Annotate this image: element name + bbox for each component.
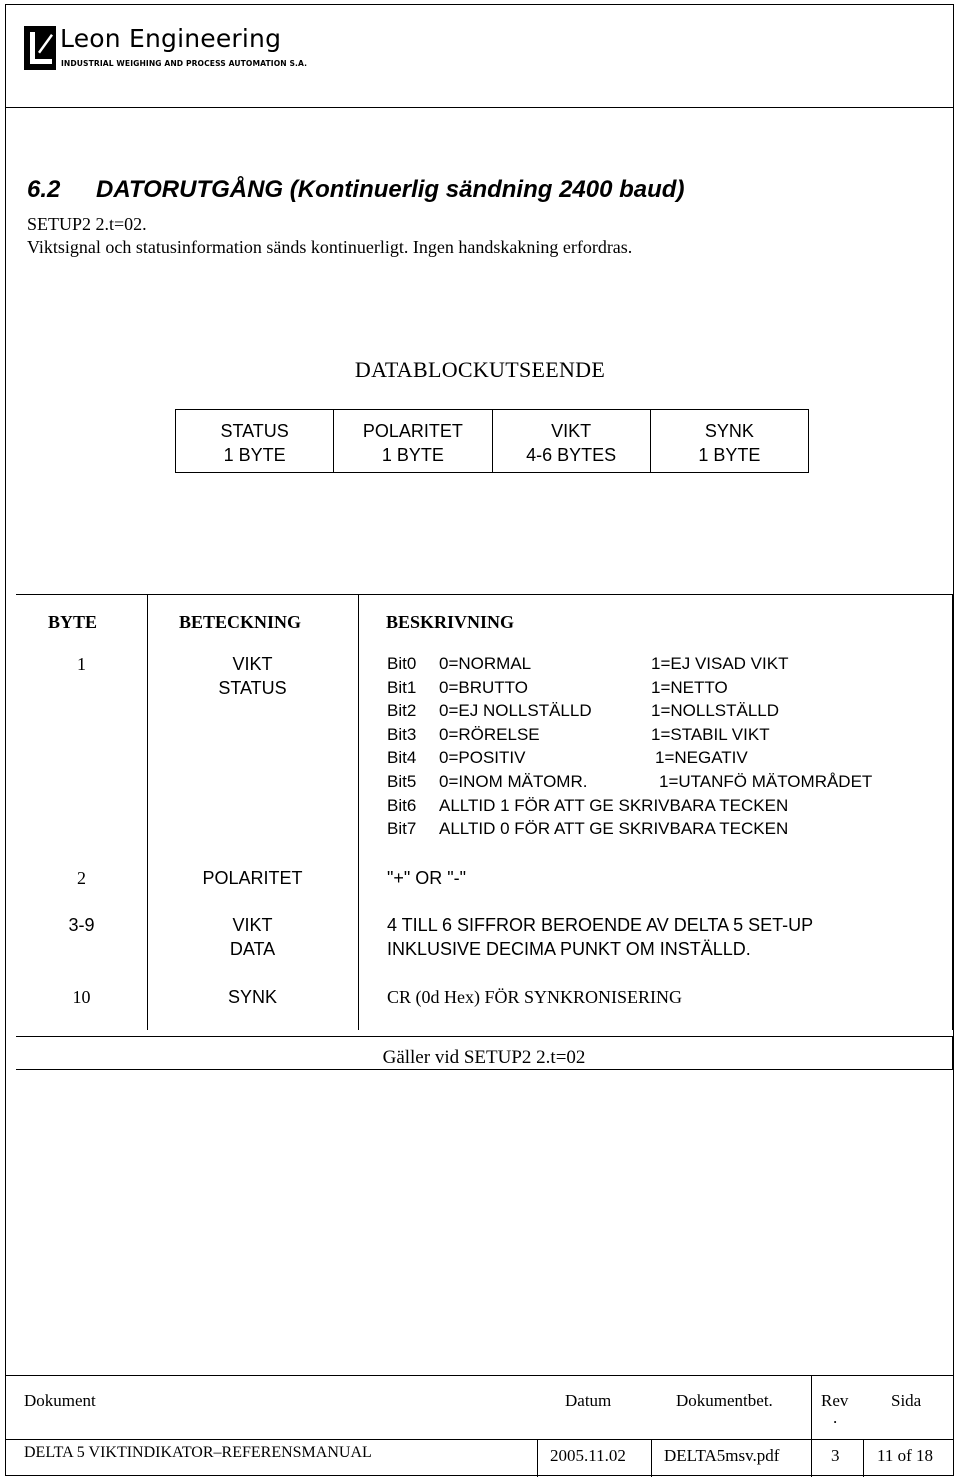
datablock-cell-size: 4-6 BYTES bbox=[526, 445, 617, 465]
footer-label-rev-dot: . bbox=[833, 1408, 838, 1427]
section-number: 6.2 bbox=[27, 176, 61, 203]
status-bit-row bbox=[387, 676, 728, 700]
byte-number: 10 bbox=[72, 987, 91, 1007]
footer-divider bbox=[651, 1439, 652, 1477]
status-bit-row bbox=[387, 699, 780, 723]
footer-document-title: DELTA 5 VIKTINDIKATOR–REFERENSMANUAL bbox=[24, 1444, 372, 1461]
status-bit-row bbox=[387, 652, 789, 676]
bit-one-meaning: 1=NETTO bbox=[651, 678, 728, 697]
status-bit-row bbox=[387, 770, 873, 794]
datablock-table bbox=[175, 409, 809, 473]
setup-line: SETUP2 2.t=02. bbox=[27, 214, 147, 234]
footer-doc-id: DELTA5msv.pdf bbox=[664, 1446, 780, 1465]
footer-label-date: Datum bbox=[565, 1391, 612, 1410]
status-bit-row bbox=[387, 723, 770, 747]
section-title: DATORUTGÅNG (Kontinuerlig sändning 2400 baud) bbox=[96, 176, 685, 203]
footer-label-page: Sida bbox=[891, 1391, 922, 1410]
datablock-cell-sync bbox=[651, 410, 808, 472]
datablock-cell-name: SYNK bbox=[704, 421, 754, 441]
footer-date: 2005.11.02 bbox=[550, 1446, 626, 1465]
bit-label: Bit2 bbox=[387, 701, 417, 720]
bit-one-meaning: 1=NEGATIV bbox=[655, 748, 748, 767]
bit-label: Bit4 bbox=[387, 748, 417, 767]
footer-label-document: Dokument bbox=[24, 1391, 96, 1410]
footer-divider bbox=[863, 1439, 864, 1477]
status-bit-row bbox=[387, 794, 789, 818]
datablock-cell-size: 1 BYTE bbox=[381, 445, 444, 465]
datablock-cell-name: POLARITET bbox=[362, 421, 463, 441]
bit-label: Bit3 bbox=[387, 725, 417, 744]
bit-one-meaning: 1=EJ VISAD VIKT bbox=[651, 654, 789, 673]
designation-line: VIKT bbox=[232, 654, 273, 674]
bit-label: Bit7 bbox=[387, 819, 417, 838]
description-line: "+" OR "-" bbox=[387, 868, 467, 888]
bit-one-meaning: 1=UTANFÖ MÄTOMRÅDET bbox=[659, 772, 873, 791]
company-logo bbox=[24, 24, 308, 74]
datablock-cell-name: VIKT bbox=[551, 421, 592, 441]
byte-description-table bbox=[16, 594, 953, 1030]
footer-page: 11 of 18 bbox=[877, 1446, 934, 1465]
footer-divider bbox=[811, 1376, 812, 1477]
table-divider bbox=[358, 595, 359, 1030]
footer-label-rev: Rev bbox=[821, 1391, 849, 1410]
description-line: CR (0d Hex) FÖR SYNKRONISERING bbox=[387, 987, 683, 1007]
bit-label: Bit1 bbox=[387, 678, 417, 697]
bit-zero-meaning: 0=RÖRELSE bbox=[439, 725, 540, 744]
footer-divider bbox=[537, 1439, 538, 1477]
designation-line: VIKT bbox=[232, 915, 273, 935]
section-description: Viktsignal och statusinformation sänds kontinuerligt. Ingen handskakning erfordras. bbox=[27, 237, 633, 257]
bit-zero-meaning: 0=INOM MÄTOMR. bbox=[439, 772, 588, 791]
bit-zero-meaning: 0=NORMAL bbox=[439, 654, 532, 673]
status-bit-row bbox=[387, 817, 789, 841]
status-bit-row bbox=[387, 746, 748, 770]
logo-company-name: Leon Engineering bbox=[60, 24, 282, 53]
bit-label: Bit5 bbox=[387, 772, 417, 791]
bit-one-meaning: 1=STABIL VIKT bbox=[651, 725, 770, 744]
bit-one-meaning: 1=NOLLSTÄLLD bbox=[651, 701, 780, 720]
header-byte: BYTE bbox=[48, 612, 98, 632]
description-line: INKLUSIVE DECIMA PUNKT OM INSTÄLLD. bbox=[387, 939, 751, 959]
validity-note-box bbox=[16, 1036, 953, 1070]
bit-label: Bit0 bbox=[387, 654, 417, 673]
byte-number: 1 bbox=[77, 654, 86, 674]
designation-line: POLARITET bbox=[202, 868, 303, 888]
header-designation: BETECKNING bbox=[179, 612, 302, 632]
datablock-cell-name: STATUS bbox=[220, 421, 289, 441]
bit-zero-meaning: 0=EJ NOLLSTÄLLD bbox=[439, 701, 592, 720]
footer-label-doc-id: Dokumentbet. bbox=[676, 1391, 773, 1410]
description-line: 4 TILL 6 SIFFROR BEROENDE AV DELTA 5 SET-UP bbox=[387, 915, 814, 935]
validity-note: Gäller vid SETUP2 2.t=02 bbox=[382, 1047, 586, 1068]
header-divider bbox=[5, 107, 954, 108]
footer-rev: 3 bbox=[831, 1446, 840, 1465]
designation-line: STATUS bbox=[218, 678, 287, 698]
datablock-cell-size: 1 BYTE bbox=[698, 445, 761, 465]
byte-number: 2 bbox=[77, 868, 86, 888]
designation-line: SYNK bbox=[227, 987, 278, 1007]
bit-zero-meaning: 0=POSITIV bbox=[439, 748, 526, 767]
datablock-title: DATABLOCKUTSEENDE bbox=[354, 357, 606, 382]
logo-tagline: INDUSTRIAL WEIGHING AND PROCESS AUTOMATION S.A. bbox=[61, 59, 308, 68]
datablock-cell-size: 1 BYTE bbox=[223, 445, 286, 465]
byte-number: 3-9 bbox=[68, 915, 95, 935]
bit-zero-meaning: ALLTID 0 FÖR ATT GE SKRIVBARA TECKEN bbox=[439, 819, 789, 838]
bit-zero-meaning: ALLTID 1 FÖR ATT GE SKRIVBARA TECKEN bbox=[439, 796, 789, 815]
datablock-cell-status bbox=[176, 410, 334, 472]
designation-line: DATA bbox=[229, 939, 276, 959]
datablock-cell-weight bbox=[493, 410, 651, 472]
header-description: BESKRIVNING bbox=[386, 612, 515, 632]
bit-zero-meaning: 0=BRUTTO bbox=[439, 678, 528, 697]
bit-label: Bit6 bbox=[387, 796, 417, 815]
leon-logo-icon bbox=[24, 26, 56, 70]
document-footer bbox=[5, 1375, 954, 1477]
datablock-cell-polarity bbox=[334, 410, 492, 472]
